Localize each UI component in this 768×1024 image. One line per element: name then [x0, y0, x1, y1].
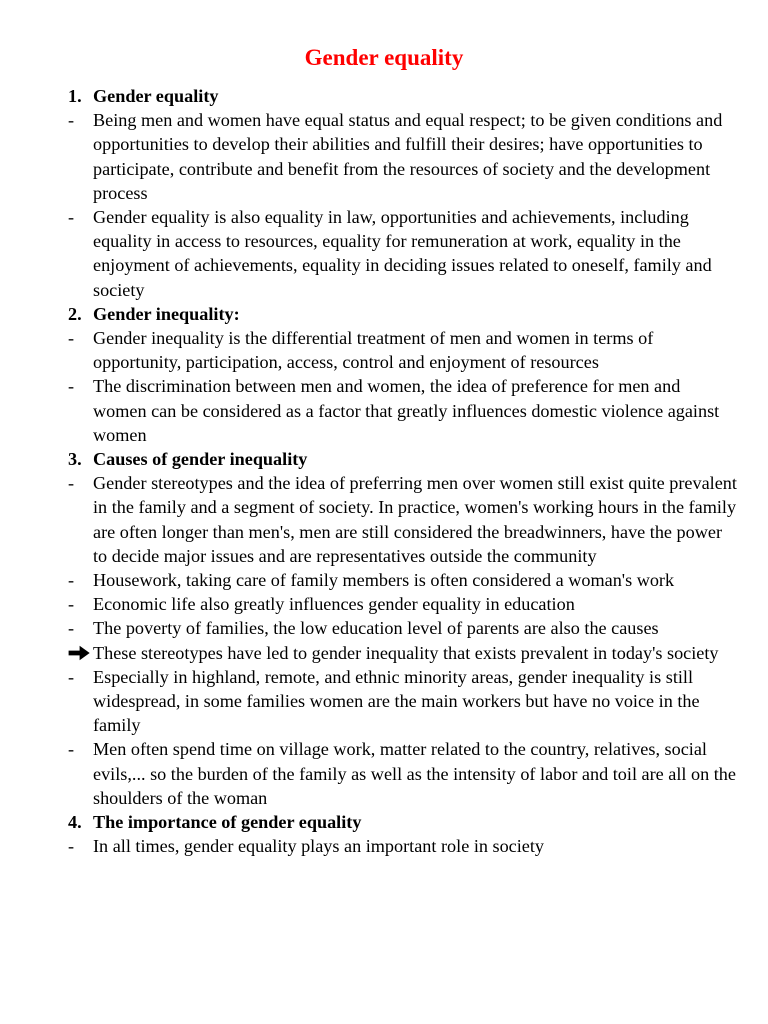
- list-item-text: In all times, gender equality plays an important role in society: [93, 836, 545, 857]
- document-body: [68, 84, 738, 859]
- section-heading: [68, 447, 738, 471]
- bullet-dash: -: [68, 594, 75, 615]
- list-item: [68, 205, 738, 302]
- list-item: [68, 108, 738, 205]
- list-item-text: Being men and women have equal status and equal respect; to be given conditions and opportunities to develop their abilities and fulfill their desires; have opportunities to participate, contribute and benefit from the resources of society and the development process: [93, 110, 723, 203]
- list-item: [68, 326, 738, 374]
- list-item-text: Men often spend time on village work, matter related to the country, relatives, social evils,... so the burden of the family as well as the intensity of labor and toil are all on the shoulders of the woman: [93, 739, 736, 808]
- bullet-dash: -: [68, 207, 75, 228]
- bullet-dash: -: [68, 666, 75, 687]
- list-item-text: The discrimination between men and women, the idea of preference for men and women can be considered as a factor that greatly influences domestic violence against women: [93, 376, 720, 445]
- section-number: 4.: [68, 812, 82, 833]
- list-item-text: Economic life also greatly influences gender equality in education: [93, 594, 575, 615]
- list-item: [68, 568, 738, 592]
- list-item-text: Gender inequality is the differential treatment of men and women in terms of opportunity, participation, access, control and enjoyment of resources: [93, 328, 654, 373]
- list-item-text: These stereotypes have led to gender inequality that exists prevalent in today's society: [93, 642, 719, 663]
- list-item: [68, 616, 738, 640]
- bullet-dash: -: [68, 739, 75, 760]
- section-heading: [68, 810, 738, 834]
- list-item-arrow: [68, 641, 738, 665]
- list-item-text: Especially in highland, remote, and ethnic minority areas, gender inequality is still widespread, in some families women are the main workers but have no voice in the family: [93, 666, 700, 736]
- list-item-text: Gender stereotypes and the idea of preferring men over women still exist quite prevalent in the family and a segment of society. In practice, women's working hours in the family are often longer than men's, men are still considered the breadwinners, have the power to decide major issues and are representatives outside the community: [93, 473, 737, 566]
- document-title: Gender equality: [304, 45, 464, 70]
- section-number: 3.: [68, 449, 82, 470]
- list-item: [68, 592, 738, 616]
- bullet-dash: -: [68, 618, 75, 639]
- list-item: [68, 471, 738, 568]
- section-number: 1.: [68, 86, 82, 106]
- section-number: 2.: [68, 303, 82, 324]
- section-heading-text: Causes of gender inequality: [93, 449, 308, 470]
- bullet-dash: -: [68, 328, 75, 349]
- section-heading-text: Gender equality: [93, 86, 219, 106]
- section-heading-text: Gender inequality:: [93, 303, 240, 324]
- section-heading-text: The importance of gender equality: [93, 812, 362, 833]
- list-item: [68, 737, 738, 810]
- right-arrow-icon: [68, 641, 93, 665]
- list-item: [68, 834, 738, 858]
- list-item-text: Housework, taking care of family members is often considered a woman's work: [93, 570, 675, 591]
- bullet-dash: -: [68, 836, 75, 857]
- section-heading: [68, 84, 738, 108]
- bullet-dash: -: [68, 570, 75, 591]
- list-item-text: Gender equality is also equality in law, opportunities and achievements, including equality in access to resources, equality for remuneration at work, equality in the enjoyment of achievements, equality in deciding issues related to oneself, family and society: [93, 207, 712, 300]
- bullet-dash: -: [68, 473, 75, 494]
- list-item: [68, 665, 738, 738]
- list-item: [68, 374, 738, 447]
- list-item-text: The poverty of families, the low education level of parents are also the causes: [93, 618, 659, 639]
- section-heading: [68, 302, 738, 326]
- bullet-dash: -: [68, 376, 75, 397]
- bullet-dash: -: [68, 110, 75, 131]
